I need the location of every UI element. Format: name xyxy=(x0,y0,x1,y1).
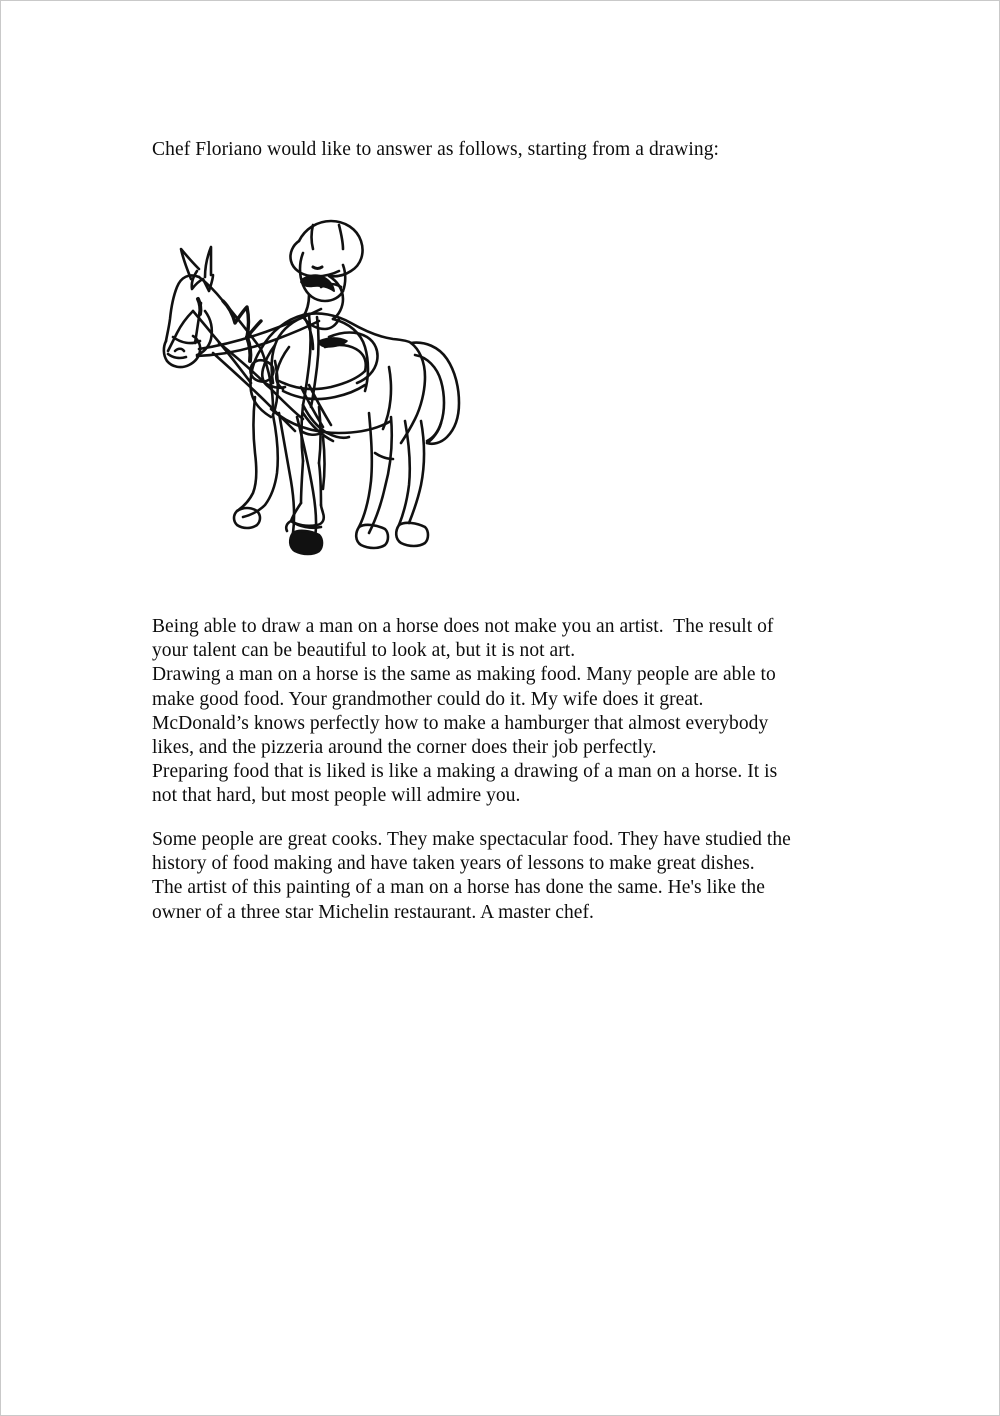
prose-line: history of food making and have taken years of lessons to make great dishes. xyxy=(152,853,755,875)
prose-line: likes, and the pizzeria around the corner does their job perfectly. xyxy=(152,737,657,759)
prose-block-one xyxy=(152,615,864,809)
prose-line: make good food. Your grandmother could do it. My wife does it great. xyxy=(152,688,704,710)
horse-rider-drawing-svg xyxy=(153,191,473,563)
prose-line: Drawing a man on a horse is the same as making food. Many people are able to xyxy=(152,664,776,686)
prose-block-two xyxy=(152,828,864,925)
prose-line: McDonald’s knows perfectly how to make a hamburger that almost everybody xyxy=(152,712,769,734)
intro-paragraph: Chef Floriano would like to answer as follows, starting from a drawing: xyxy=(152,139,720,160)
document-intro-block xyxy=(152,137,858,163)
prose-line: your talent can be beautiful to look at, but it is not art. xyxy=(152,640,576,662)
prose-line: not that hard, but most people will admire you. xyxy=(152,785,521,807)
prose-line: owner of a three star Michelin restaurant. A master chef. xyxy=(152,901,594,923)
prose-line: Being able to draw a man on a horse does not make you an artist. The result of xyxy=(152,616,774,637)
prose-line: The artist of this painting of a man on a horse has done the same. He's like the xyxy=(152,877,765,899)
horse-rider-illustration xyxy=(153,191,473,563)
prose-line: Some people are great cooks. They make spectacular food. They have studied the xyxy=(152,829,791,850)
prose-line: Preparing food that is liked is like a making a drawing of a man on a horse. It is xyxy=(152,761,778,783)
